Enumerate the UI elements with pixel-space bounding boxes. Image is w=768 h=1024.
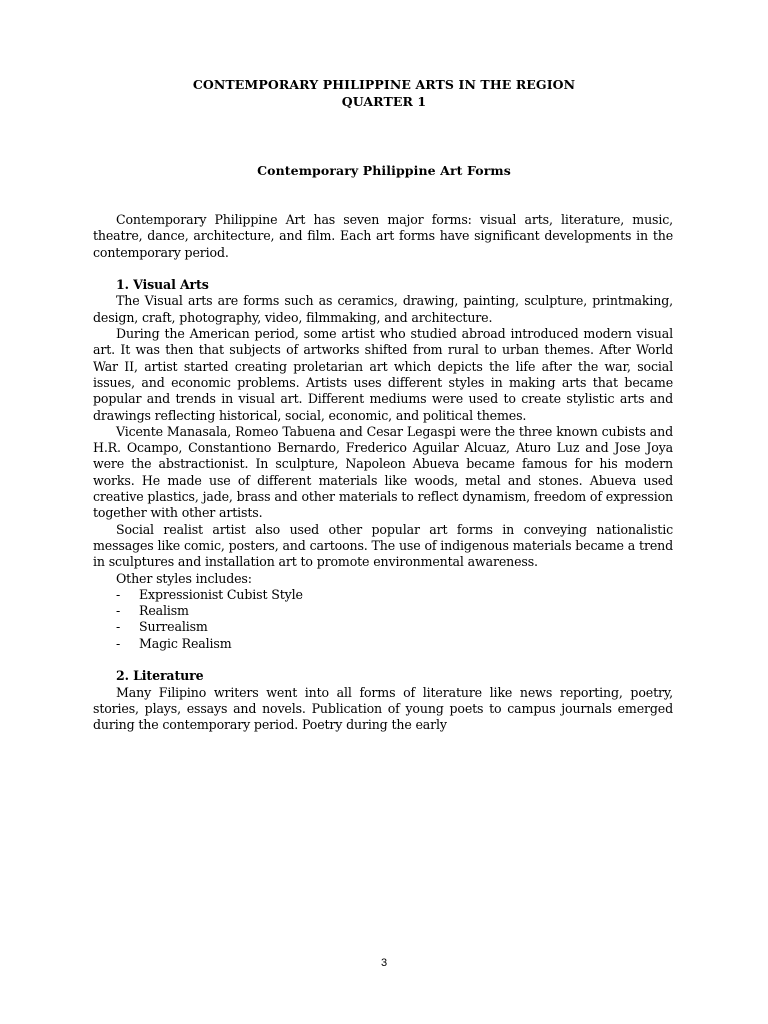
visual-arts-paragraph: During the American period, some artist who studied abroad introduced modern visual art. It was then that subjects of artworks shifted from rural to urban themes. After World War II, artist started creating proletarian art which depicts the life after the war, social issues, and economic problems. Artists uses different styles in making arts that became popular and trends in visual art. Different mediums were used to create stylistic arts and drawings reflecting historical, social, economic, and political themes.	[93, 326, 673, 423]
spacer	[93, 261, 673, 277]
visual-arts-heading: 1. Visual Arts	[116, 277, 209, 293]
page-number: 3	[380, 957, 388, 969]
list-dash: -	[116, 603, 121, 619]
list-item-text: Realism	[139, 603, 189, 619]
document-title: CONTEMPORARY PHILIPPINE ARTS IN THE REGION	[192, 77, 576, 92]
visual-arts-paragraph: Vicente Manasala, Romeo Tabuena and Cesar Legaspi were the three known cubists and H.R. Ocampo, Constantiono Bernardo, Frederico Aguilar Alcuaz, Aturo Luz and Jose Joya were the abstractionist. In sculpture, Napoleon Abueva became famous for his modern works. He made use of different materials like woods, metal and stones. Abueva used creative plastics, jade, brass and other materials to reflect dynamism, freedom of expression together with other artists.	[93, 423, 673, 521]
section-title: Contemporary Philippine Art Forms	[257, 163, 511, 178]
list-item-text: Magic Realism	[139, 635, 232, 651]
spacer	[93, 652, 673, 668]
literature-paragraph: Many Filipino writers went into all forms of literature like news reporting, poetry, stories, plays, essays and novels. Publication of young poets to campus journals emerged during the contemporary period. Poetry during the early	[93, 684, 673, 733]
list-item-text: Surrealism	[139, 619, 208, 635]
visual-arts-paragraph: The Visual arts are forms such as ceramics, drawing, painting, sculpture, printmaking, design, craft, photography, video, filmmaking, and architecture.	[93, 293, 673, 325]
list-item	[116, 603, 673, 619]
list-item	[116, 587, 673, 603]
intro-paragraph: Contemporary Philippine Art has seven major forms: visual arts, literature, music, theatre, dance, architecture, and film. Each art forms have significant developments in the contemporary period.	[93, 212, 673, 260]
list-dash: -	[116, 635, 121, 651]
other-styles-label: Other styles includes:	[116, 570, 252, 586]
literature-heading: 2. Literature	[116, 668, 204, 684]
styles-list	[93, 587, 673, 652]
document-body	[93, 212, 673, 734]
list-dash: -	[116, 619, 121, 635]
list-item	[116, 619, 673, 635]
document-subtitle-quarter: QUARTER 1	[341, 94, 427, 109]
list-dash: -	[116, 586, 121, 602]
list-item	[116, 636, 673, 652]
visual-arts-paragraph: Social realist artist also used other popular art forms in conveying nationalistic messages like comic, posters, and cartoons. The use of indigenous materials became a trend in sculptures and installation art to promote environmental awareness.	[93, 521, 673, 570]
list-item-text: Expressionist Cubist Style	[139, 586, 303, 602]
